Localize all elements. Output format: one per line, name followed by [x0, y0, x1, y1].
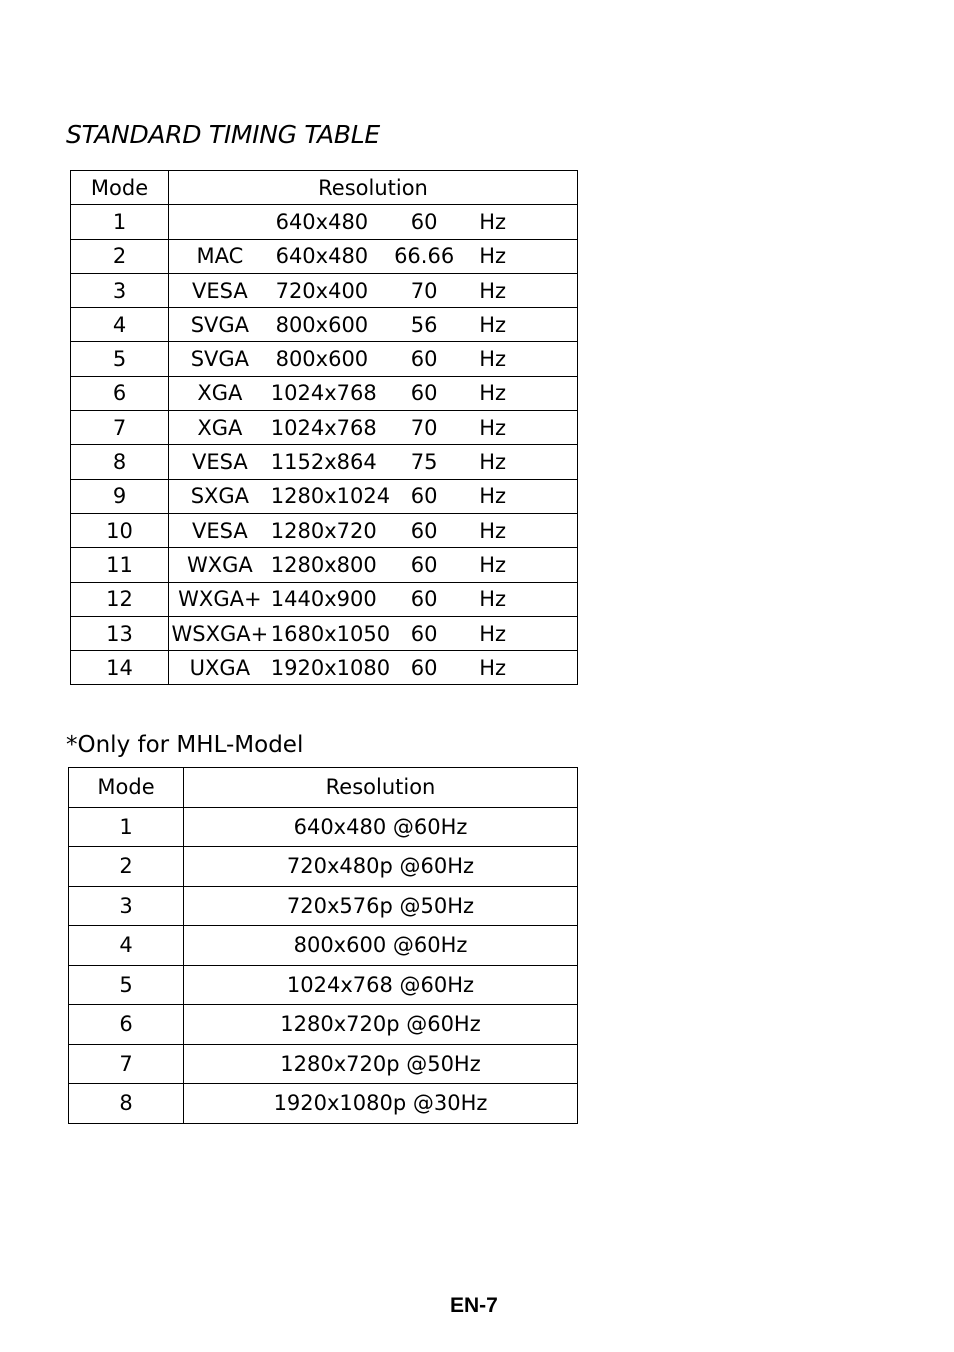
unit-cell: Hz: [475, 273, 577, 307]
mode-cell: 11: [71, 548, 169, 582]
table-row: [71, 513, 578, 547]
mode-cell: 1: [69, 807, 184, 847]
table-row: [69, 926, 578, 966]
resolution-cell: 1280x720p @50Hz: [184, 1044, 578, 1084]
mode-cell: 14: [71, 651, 169, 685]
unit-cell: Hz: [475, 548, 577, 582]
mode-cell: 6: [71, 376, 169, 410]
resolution-cell: 800x600 @60Hz: [184, 926, 578, 966]
resolution-cell: 720x480p @60Hz: [184, 847, 578, 887]
unit-cell: Hz: [475, 205, 577, 239]
refresh-rate-cell: 70: [373, 411, 475, 445]
table-row: [71, 651, 578, 685]
mode-cell: 8: [71, 445, 169, 479]
table-row: [69, 886, 578, 926]
refresh-rate-cell: 70: [373, 273, 475, 307]
mode-cell: 1: [71, 205, 169, 239]
refresh-rate-cell: 60: [373, 376, 475, 410]
resolution-cell: 1680x1050: [271, 616, 373, 650]
refresh-rate-cell: 60: [373, 342, 475, 376]
resolution-cell: 1920x1080: [271, 651, 373, 685]
table-row: [71, 582, 578, 616]
resolution-cell: 1280x800: [271, 548, 373, 582]
page-title: STANDARD TIMING TABLE: [66, 120, 380, 149]
table-row: [69, 1084, 578, 1124]
standard-timing-table: [70, 170, 578, 685]
mode-cell: 3: [69, 886, 184, 926]
unit-cell: Hz: [475, 342, 577, 376]
mode-cell: 8: [69, 1084, 184, 1124]
mhl-timing-table: [68, 767, 578, 1124]
table-row: [69, 965, 578, 1005]
table-row: [69, 1044, 578, 1084]
standard-cell: UXGA: [169, 651, 271, 685]
resolution-cell: 1920x1080p @30Hz: [184, 1084, 578, 1124]
column-header-mode: Mode: [69, 768, 184, 808]
table-row: [69, 807, 578, 847]
table-row: [71, 479, 578, 513]
resolution-cell: 640x480 @60Hz: [184, 807, 578, 847]
standard-cell: WXGA+: [169, 582, 271, 616]
table-row: [71, 411, 578, 445]
column-header-resolution: Resolution: [169, 171, 578, 205]
page-number: EN-7: [450, 1294, 498, 1317]
resolution-cell: 1280x1024: [271, 479, 373, 513]
table-row: [71, 205, 578, 239]
resolution-cell: 640x480: [271, 239, 373, 273]
mode-cell: 7: [71, 411, 169, 445]
table-header-row: [69, 768, 578, 808]
standard-cell: SXGA: [169, 479, 271, 513]
unit-cell: Hz: [475, 479, 577, 513]
mode-cell: 4: [69, 926, 184, 966]
refresh-rate-cell: 60: [373, 205, 475, 239]
standard-cell: [169, 205, 271, 239]
refresh-rate-cell: 60: [373, 651, 475, 685]
standard-cell: XGA: [169, 411, 271, 445]
refresh-rate-cell: 60: [373, 479, 475, 513]
table-row: [71, 239, 578, 273]
unit-cell: Hz: [475, 651, 577, 685]
mode-cell: 9: [71, 479, 169, 513]
resolution-cell: 1280x720p @60Hz: [184, 1005, 578, 1045]
refresh-rate-cell: 60: [373, 616, 475, 650]
unit-cell: Hz: [475, 582, 577, 616]
unit-cell: Hz: [475, 239, 577, 273]
resolution-cell: 1024x768 @60Hz: [184, 965, 578, 1005]
mode-cell: 10: [71, 513, 169, 547]
mode-cell: 13: [71, 616, 169, 650]
resolution-cell: 800x600: [271, 308, 373, 342]
standard-cell: SVGA: [169, 342, 271, 376]
table-row: [71, 548, 578, 582]
table-row: [69, 1005, 578, 1045]
mode-cell: 6: [69, 1005, 184, 1045]
unit-cell: Hz: [475, 445, 577, 479]
unit-cell: Hz: [475, 616, 577, 650]
column-header-resolution: Resolution: [184, 768, 578, 808]
standard-cell: VESA: [169, 273, 271, 307]
resolution-cell: 1152x864: [271, 445, 373, 479]
standard-cell: SVGA: [169, 308, 271, 342]
resolution-cell: 1440x900: [271, 582, 373, 616]
standard-cell: WSXGA+: [169, 616, 271, 650]
table-row: [71, 616, 578, 650]
resolution-cell: 1024x768: [271, 376, 373, 410]
standard-cell: MAC: [169, 239, 271, 273]
table-row: [69, 847, 578, 887]
mode-cell: 2: [69, 847, 184, 887]
resolution-cell: 640x480: [271, 205, 373, 239]
column-header-mode: Mode: [71, 171, 169, 205]
mode-cell: 4: [71, 308, 169, 342]
resolution-cell: 720x576p @50Hz: [184, 886, 578, 926]
table-header-row: [71, 171, 578, 205]
mhl-note: *Only for MHL-Model: [66, 732, 304, 758]
table-row: [71, 445, 578, 479]
mode-cell: 5: [71, 342, 169, 376]
mode-cell: 12: [71, 582, 169, 616]
refresh-rate-cell: 66.66: [373, 239, 475, 273]
resolution-cell: 800x600: [271, 342, 373, 376]
standard-cell: XGA: [169, 376, 271, 410]
table-row: [71, 273, 578, 307]
unit-cell: Hz: [475, 376, 577, 410]
standard-cell: WXGA: [169, 548, 271, 582]
refresh-rate-cell: 75: [373, 445, 475, 479]
table-row: [71, 342, 578, 376]
mode-cell: 2: [71, 239, 169, 273]
mode-cell: 7: [69, 1044, 184, 1084]
table-row: [71, 308, 578, 342]
resolution-cell: 1280x720: [271, 513, 373, 547]
refresh-rate-cell: 60: [373, 582, 475, 616]
mode-cell: 5: [69, 965, 184, 1005]
unit-cell: Hz: [475, 513, 577, 547]
refresh-rate-cell: 60: [373, 513, 475, 547]
resolution-cell: 720x400: [271, 273, 373, 307]
resolution-cell: 1024x768: [271, 411, 373, 445]
mode-cell: 3: [71, 273, 169, 307]
unit-cell: Hz: [475, 308, 577, 342]
standard-cell: VESA: [169, 445, 271, 479]
table-row: [71, 376, 578, 410]
standard-cell: VESA: [169, 513, 271, 547]
refresh-rate-cell: 56: [373, 308, 475, 342]
unit-cell: Hz: [475, 411, 577, 445]
refresh-rate-cell: 60: [373, 548, 475, 582]
